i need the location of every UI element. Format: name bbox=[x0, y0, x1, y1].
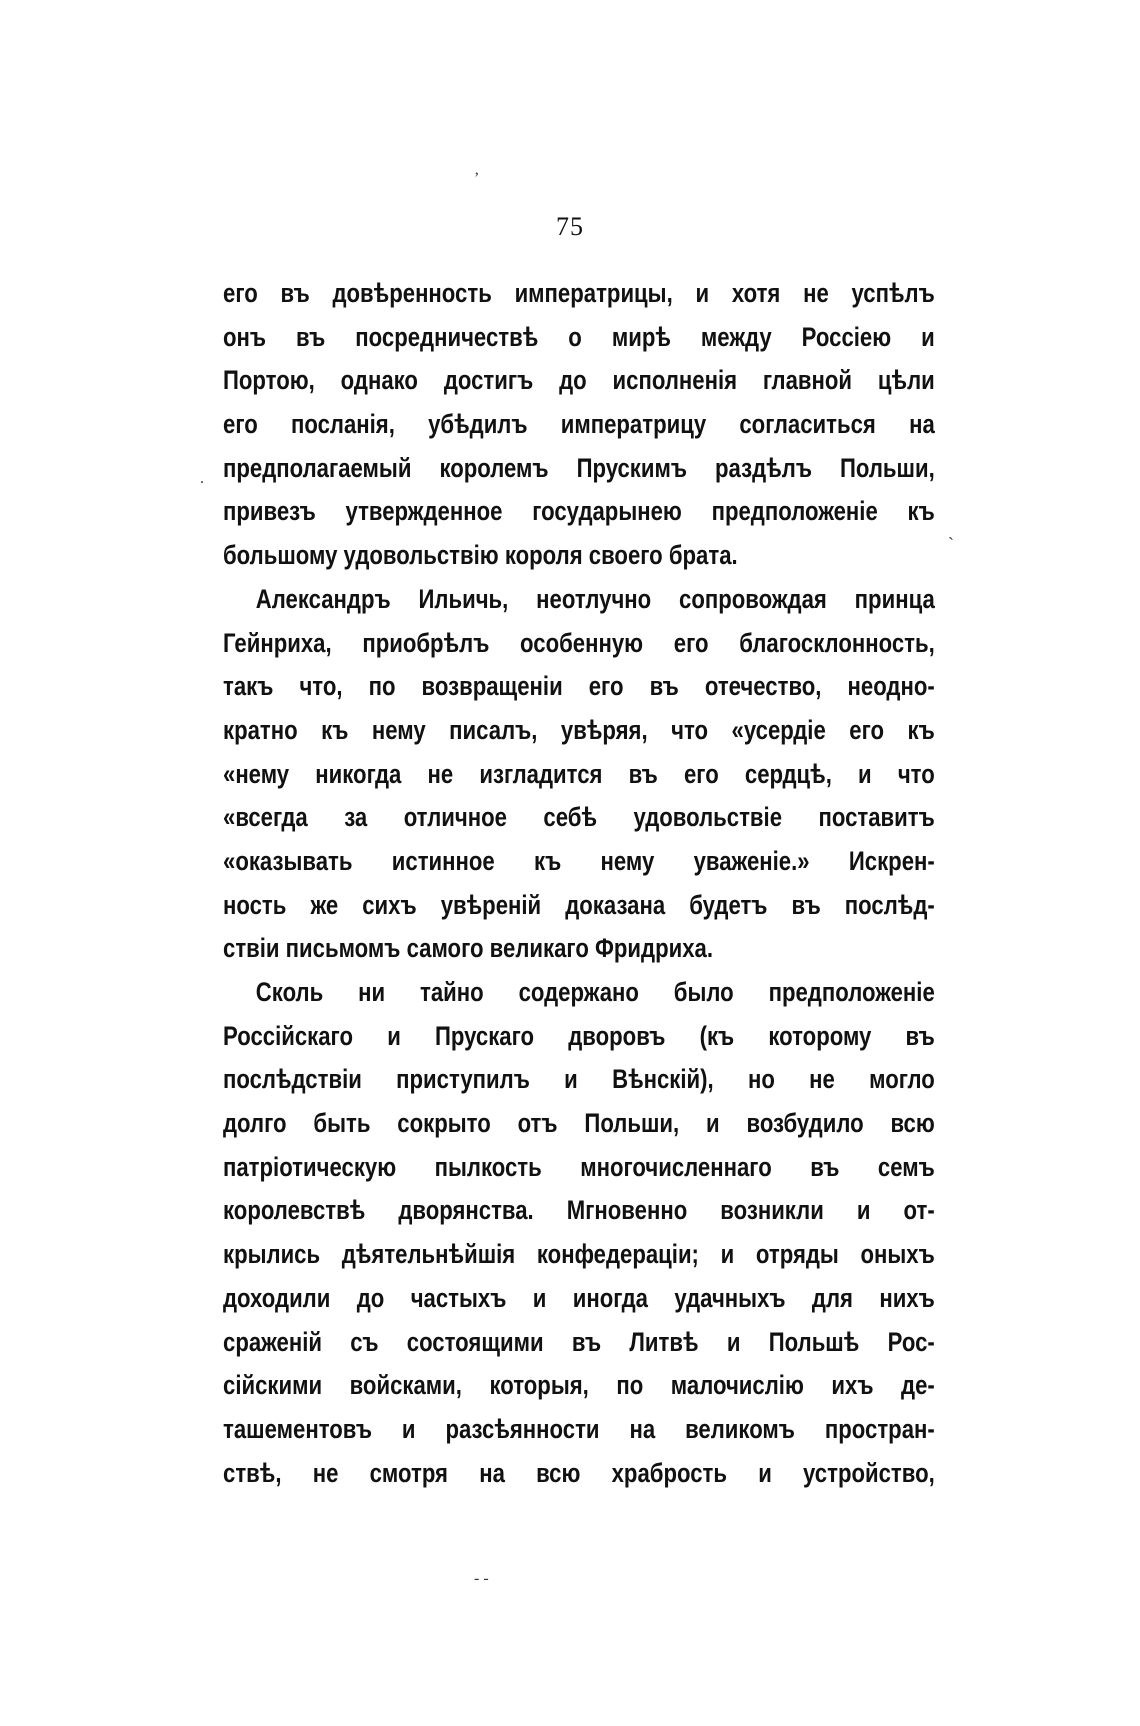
text-line: его въ довѣренность императрицы, и хотя не успѣлъ bbox=[223, 278, 935, 308]
text-line: послѣдствiи приступилъ и Вѣнскiй), но не могло bbox=[223, 1064, 935, 1095]
page-number: 75 bbox=[556, 212, 584, 241]
text-line: Александръ Ильичь, неотлучно сопровождая принца bbox=[255, 583, 935, 614]
text-line: сраженiй съ состоящими въ Литвѣ и Польшѣ Рос- bbox=[223, 1326, 935, 1357]
text-line: онъ въ посредничествѣ о мирѣ между Россiею и bbox=[223, 321, 935, 352]
text-line: ташементовъ и разсѣянности на великомъ простран- bbox=[223, 1413, 935, 1444]
text-line: ность же сихъ увѣренiй доказана будетъ въ послѣд- bbox=[223, 889, 935, 920]
text-line: большому удовольствiю короля своего брата. bbox=[223, 540, 738, 571]
text-line: ствiи письмомъ самого великаго Фридриха. bbox=[223, 933, 713, 964]
text-line: «нему никогда не изгладится въ его сердцѣ, и что bbox=[223, 758, 935, 789]
text-line: крылись дѣятельнѣйшiя конфедерацiи; и отряды оныхъ bbox=[223, 1239, 935, 1270]
text-line: Сколь ни тайно содержано было предположенiе bbox=[255, 977, 935, 1007]
text-line: королевствѣ дворянства. Мгновенно возникли и от- bbox=[223, 1195, 935, 1226]
text-line: предполагаемый королемъ Прускимъ раздѣлъ Польши, bbox=[223, 452, 935, 483]
text-line: кратно къ нему писалъ, увѣряя, что «усердiе его къ bbox=[223, 714, 935, 745]
text-line: Портою, однако достигъ до исполненiя главной цѣли bbox=[223, 365, 935, 396]
paragraph-3 bbox=[223, 971, 935, 1495]
scan-speck: . bbox=[200, 470, 204, 487]
scan-speck: ˎ bbox=[948, 520, 954, 540]
text-line: сiйскими войсками, которыя, по малочислiю ихъ де- bbox=[223, 1370, 935, 1401]
text-line: Россiйскаго и Прускаго дворовъ (къ которому въ bbox=[223, 1020, 935, 1051]
scan-speck: - - bbox=[474, 1570, 489, 1587]
text-line: его посланiя, убѣдилъ императрицу согласиться на bbox=[223, 409, 935, 440]
scan-speck: ʼ bbox=[474, 170, 480, 187]
text-line: «всегда за отличное себѣ удовольствiе поставитъ bbox=[223, 802, 935, 833]
paragraph-2 bbox=[223, 578, 935, 971]
text-line: патрiотическую пылкость многочисленнаго въ семъ bbox=[223, 1151, 935, 1182]
paragraph-1 bbox=[223, 272, 935, 578]
text-line: долго быть сокрыто отъ Польши, и возбудило всю bbox=[223, 1108, 935, 1139]
body-text bbox=[223, 272, 935, 1495]
text-line: привезъ утвержденное государынею предположенiе къ bbox=[223, 496, 935, 527]
text-line: такъ что, по возвращенiи его въ отечество, неодно- bbox=[223, 671, 935, 702]
text-line: «оказывать истинное къ нему уваженiе.» Искрен- bbox=[223, 845, 935, 876]
text-line: доходили до частыхъ и иногда удачныхъ для нихъ bbox=[223, 1282, 935, 1313]
text-line: ствѣ, не смотря на всю храбрость и устройство, bbox=[223, 1457, 935, 1488]
text-line: Гейнриха, приобрѣлъ особенную его благосклонность, bbox=[223, 627, 935, 658]
